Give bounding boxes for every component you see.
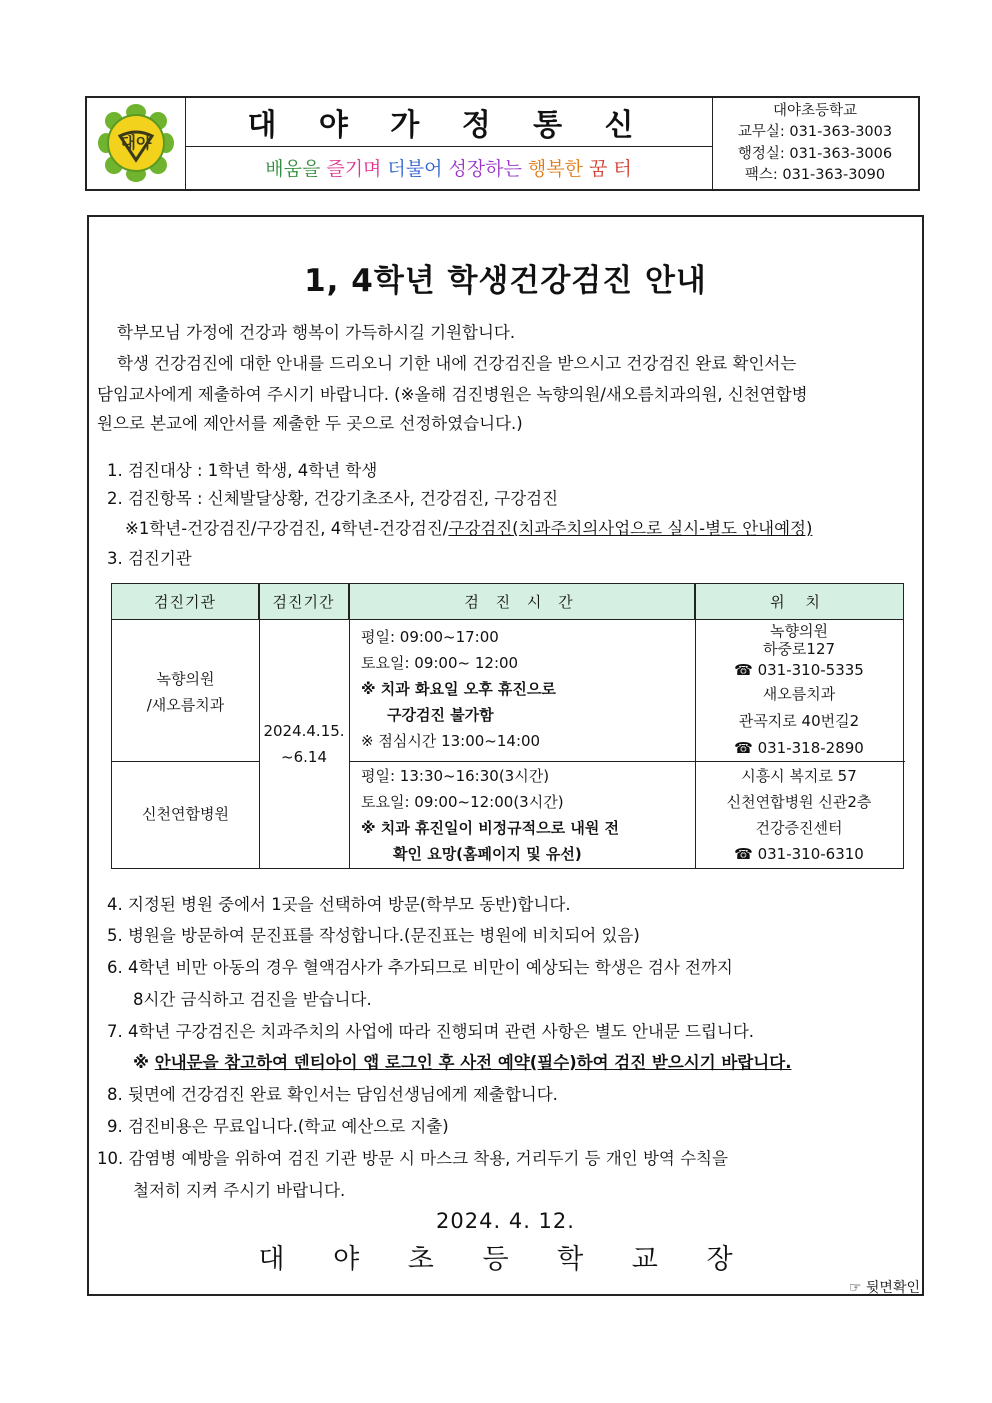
motto-word: 꿈 터 [588, 158, 632, 180]
location-line: 새오름치과 [762, 685, 836, 703]
item-2-note [125, 515, 812, 539]
newsletter-header [85, 96, 920, 191]
location-line: 하중로127 [762, 640, 836, 658]
clinic-table [111, 583, 904, 869]
location-line: ☎ 031-310-5335 [734, 661, 864, 679]
intro-line-2: 학생 건강검진에 대한 안내를 드리오니 기한 내에 건강검진을 받으시고 건강검진 완료 확인서는 [117, 354, 797, 373]
item-5: 5. 병원을 방문하여 문진표를 작성합니다.(문진표는 병원에 비치되어 있음) [107, 926, 640, 945]
contact-fax: 팩스: 031-363-3090 [744, 167, 886, 183]
item-6: 6. 4학년 비만 아동의 경우 혈액검사가 추가되므로 비만이 예상되는 학생은 검사 전까지 [107, 958, 733, 977]
newsletter-title-box [185, 98, 712, 147]
page-title: 1, 4학년 학생건강검진 안내 [304, 263, 707, 299]
item-2-note-underlined: 구강검진(치과주치의사업으로 실시-별도 안내예정) [448, 519, 813, 538]
location-line: 건강증진센터 [755, 819, 843, 837]
hours-line: 평일: 13:30~16:30(3시간) [361, 767, 550, 785]
item-4: 4. 지정된 병원 중에서 1곳을 선택하여 방문(학부모 동반)합니다. [107, 895, 571, 914]
table-row-2-hours [361, 763, 619, 867]
intro-line-4: 원으로 본교에 제안서를 제출한 두 곳으로 선정하였습니다.) [97, 414, 523, 433]
item-6-cont: 8시간 금식하고 검진을 받습니다. [133, 990, 372, 1009]
location-line: 시흥시 복지로 57 [741, 767, 857, 785]
motto-word: 더불어 [387, 158, 443, 180]
location-line: 신천연합병원 신관2층 [726, 793, 872, 811]
location-line: ☎ 031-318-2890 [734, 739, 864, 757]
hours-line: 확인 요망(홈페이지 및 유선) [393, 845, 582, 863]
note-mark: ※ [133, 1053, 150, 1072]
item-7-note-text: 안내문을 참고하여 덴티아이 앱 로그인 후 사전 예약(필수)하여 검진 받으시기 바랍니다. [154, 1053, 792, 1072]
item-1: 1. 검진대상 : 1학년 학생, 4학년 학생 [107, 461, 378, 480]
item-7: 7. 4학년 구강검진은 치과주치의 사업에 따라 진행되며 관련 사항은 별도 안내문 드립니다. [107, 1022, 755, 1041]
school-name: 대야초등학교 [772, 102, 858, 119]
intro-line-3: 담임교사에게 제출하여 주시기 바랍니다. (※올해 검진병원은 녹향의원/새오름치과의원, 신천연합병 [97, 385, 808, 404]
institution-line: /새오름치과 [146, 696, 225, 714]
item-10: 10. 감염병 예방을 위하여 검진 기관 방문 시 마스크 착용, 거리두기 등 개인 방역 수칙을 [97, 1149, 728, 1168]
item-7-note [133, 1049, 791, 1073]
contact-info [712, 98, 918, 189]
table-row-1-institution [112, 666, 259, 718]
table-row-1-hours [361, 624, 556, 754]
motto-word: 배움을 [265, 158, 321, 180]
newsletter-title: 대 야 가 정 통 신 [247, 108, 650, 143]
hours-line: 토요일: 09:00~12:00(3시간) [361, 793, 564, 811]
period-start: 2024.4.15. [263, 722, 345, 740]
table-header-location: 위 치 [695, 584, 903, 620]
item-10-cont: 철저히 지켜 주시기 바랍니다. [133, 1181, 346, 1200]
hours-line: 토요일: 09:00~ 12:00 [361, 654, 519, 672]
table-header-institution: 검진기관 [112, 584, 259, 620]
hours-line: ※ 점심시간 13:00~14:00 [361, 732, 541, 750]
institution-line: 녹향의원 [156, 670, 215, 688]
contact-teachers-office: 교무실: 031-363-3003 [737, 124, 893, 140]
hours-line: 평일: 09:00~17:00 [361, 628, 499, 646]
institution-line: 신천연합병원 [142, 805, 229, 823]
school-logo [87, 98, 185, 189]
item-2: 2. 검진항목 : 신체발달상황, 건강기초조사, 건강검진, 구강검진 [107, 489, 559, 508]
location-line: 관곡지로 40번길2 [738, 712, 860, 730]
table-header-hours: 검 진 시 간 [349, 584, 695, 620]
table-row-2-location [695, 763, 903, 867]
table-row-divider [349, 761, 905, 762]
table-header-period: 검진기간 [259, 584, 349, 620]
hours-line: ※ 치과 화요일 오후 휴진으로 [361, 680, 556, 698]
table-row-divider [112, 761, 259, 762]
logo-text: 대야 [120, 133, 152, 152]
motto-word: 즐기며 [326, 158, 382, 180]
table-period [259, 718, 349, 770]
item-8: 8. 뒷면에 건강검진 완료 확인서는 담임선생님에게 제출합니다. [107, 1085, 558, 1104]
logo-cell [87, 98, 186, 189]
item-3: 3. 검진기관 [107, 549, 192, 568]
location-line: 녹향의원 [770, 622, 828, 640]
item-9: 9. 검진비용은 무료입니다.(학교 예산으로 지출) [107, 1117, 449, 1136]
motto-word: 행복한 [527, 158, 583, 180]
contact-admin-office: 행정실: 031-363-3006 [737, 145, 893, 162]
issue-date: 2024. 4. 12. [436, 1209, 575, 1233]
hours-line: 구강검진 불가함 [387, 706, 494, 724]
period-end: ~6.14 [281, 748, 327, 766]
motto-word: 성장하는 [448, 158, 522, 180]
title-cell [185, 98, 713, 189]
table-row-1-location [695, 622, 903, 760]
location-line: ☎ 031-310-6310 [734, 845, 864, 863]
table-row-2-institution [112, 801, 259, 827]
school-motto [185, 146, 712, 189]
principal-signature: 대 야 초 등 학 교 장 [258, 1244, 753, 1275]
hours-line: ※ 치과 휴진일이 비정규적으로 내원 전 [361, 819, 620, 837]
see-back-link[interactable]: ☞ 뒷면확인 [848, 1280, 920, 1296]
table-divider [349, 584, 350, 868]
item-2-note-text: ※1학년-건강검진/구강검진, 4학년-건강검진/ [125, 519, 449, 538]
notice-body [87, 215, 924, 1296]
intro-line-1: 학부모님 가정에 건강과 행복이 가득하시길 기원합니다. [117, 323, 516, 342]
